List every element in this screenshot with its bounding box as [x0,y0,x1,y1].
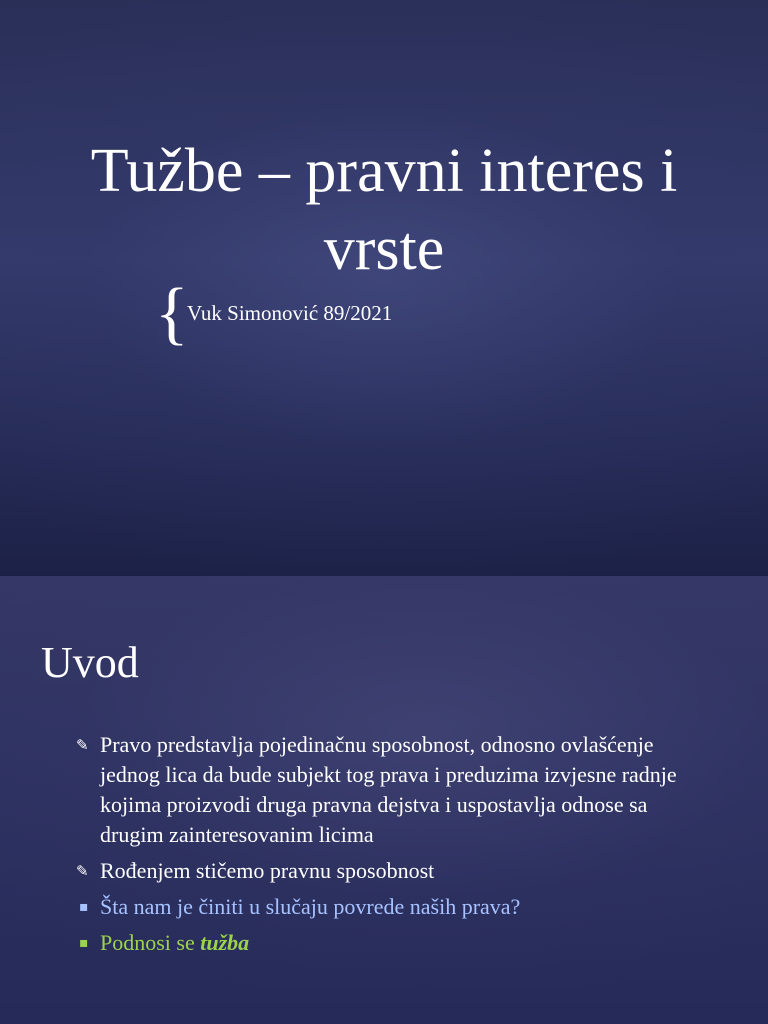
bullet-list [76,730,716,964]
list-item [76,856,716,886]
sub-list-item [76,928,716,958]
content-slide [0,576,768,1024]
sub-bullet-text: Podnosi se [100,930,201,955]
slide-heading: Uvod [41,638,139,687]
sub-list-item [76,892,716,922]
square-bullet-icon: ▪ [79,935,89,951]
list-item [76,730,716,850]
pen-nib-icon: ✎ [76,736,89,754]
brace-decoration: { [155,275,189,352]
pen-nib-icon: ✎ [76,862,89,880]
bullet-text: Rođenjem stičemo pravnu sposobnost [100,858,435,883]
author-subtitle: Vuk Simonović 89/2021 [187,301,393,325]
emphasized-term: tužba [200,930,250,955]
sub-bullet-text: Šta nam je činiti u slučaju povrede naših prava? [100,894,521,919]
square-bullet-icon: ▪ [79,899,89,915]
slide-title: Tužbe – pravni interes i vrste [90,137,678,283]
bullet-text: Pravo predstavlja pojedinačnu sposobnost, odnosno ovlašćenje jednog lica da bude subjekt tog prava i preduzima izvjesne radnje kojima proizvodi druga pravna dejstva i uspostavlja odnose sa drugim zainteresovanim licima [100,732,677,847]
